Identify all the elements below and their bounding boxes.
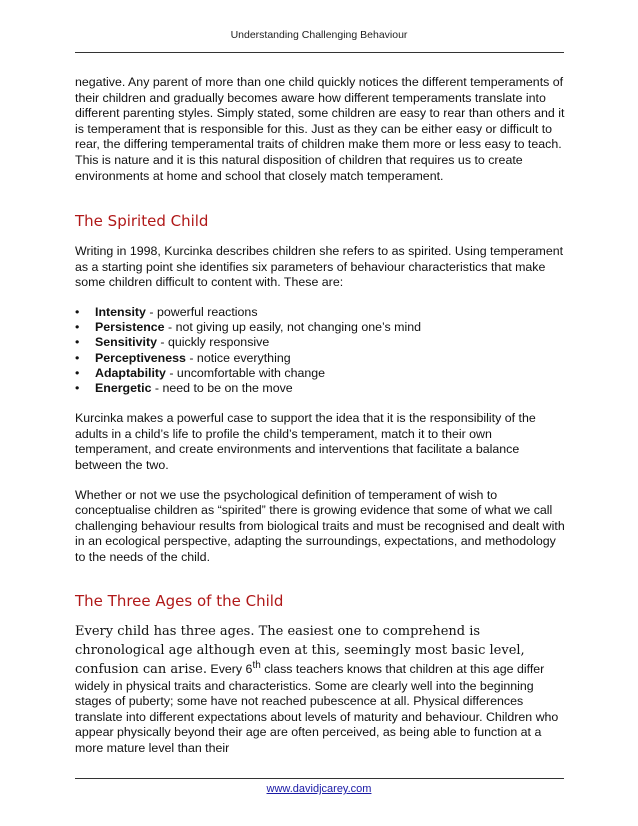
three-ages-lead: Every child has three ages. The easiest one to comprehend is chronological age although even at this, seemingly most basic level, confusion can arise. [75, 623, 525, 677]
trait-term: Sensitivity [95, 335, 157, 350]
list-item [75, 381, 565, 396]
bullet-icon: • [75, 365, 80, 380]
section-heading-spirited-child: The Spirited Child [75, 212, 209, 231]
section-heading-three-ages: The Three Ages of the Child [75, 591, 284, 610]
trait-term: Energetic [95, 380, 152, 395]
three-ages-lead-plain: Every 6 [206, 661, 253, 676]
trait-desc: - notice everything [185, 350, 291, 365]
trait-desc: - not giving up easily, not changing one’s mind [164, 320, 422, 335]
bullet-icon: • [75, 335, 80, 350]
trait-desc: - quickly responsive [156, 335, 270, 350]
footer-rule [75, 778, 564, 779]
trait-desc: - powerful reactions [145, 304, 258, 319]
spirited-paragraph-1: Writing in 1998, Kurcinka describes children she refers to as spirited. Using temperament as a starting point she identifies six parameters of behaviour characteristics that make some children difficult to content with. These are: [75, 244, 564, 290]
list-item [75, 366, 565, 381]
trait-desc: - need to be on the move [151, 380, 293, 395]
bullet-icon: • [75, 304, 80, 319]
page-footer [0, 783, 638, 795]
website-link[interactable]: www.davidjcarey.com [266, 783, 372, 795]
trait-term: Intensity [95, 304, 146, 319]
three-ages-paragraph [75, 622, 565, 757]
traits-list [75, 305, 565, 396]
spirited-paragraph-3: Whether or not we use the psychological definition of temperament of wish to conceptualise children as “spirited” there is growing evidence that some of what we call challenging behaviour results from biological traits and must be recognised and dealt with in an ecological perspective, adapting the surroundings, expectations, and methodology to the needs of the child. [75, 487, 565, 564]
spirited-paragraph-2: Kurcinka makes a powerful case to support the idea that it is the responsibility of the adults in a child’s life to profile the child’s temperament, match it to their own temperament, and create environments and interventions that facilitate a balance between the two. [75, 411, 536, 472]
three-ages-body: class teachers knows that children at this age differ widely in physical traits and characteristics. Some are clearly well into the beginning stages of puberty; some have not reached pubescence at all. Physical differences translate into different expectations about levels of maturity and behaviour. Children who appear physically beyond their age are often perceived, as being able to function at a more mature level than their [75, 661, 559, 755]
trait-desc: - uncomfortable with change [165, 365, 326, 380]
bullet-icon: • [75, 350, 80, 365]
bullet-icon: • [75, 320, 80, 335]
page-content [75, 75, 565, 756]
list-item [75, 351, 565, 366]
bullet-icon: • [75, 380, 80, 395]
ordinal-superscript: th [252, 659, 261, 671]
list-item [75, 320, 565, 335]
trait-term: Persistence [95, 320, 165, 335]
trait-term: Perceptiveness [95, 350, 186, 365]
trait-term: Adaptability [95, 365, 166, 380]
intro-paragraph: negative. Any parent of more than one child quickly notices the different temperaments of their children and gradually becomes aware how different temperaments translate into different parenting styles. Simply stated, some children are easy to rear than others and it is temperament that is responsible for this. Just as they can be either easy or difficult to rear, the differing temperamental traits of children make them more or less easy to teach. This is nature and it is this natural disposition of children that requires us to create environments at home and school that closely match temperament. [75, 75, 565, 183]
running-header: Understanding Challenging Behaviour [230, 29, 408, 41]
header-rule [75, 52, 564, 53]
list-item [75, 335, 565, 350]
list-item [75, 305, 565, 320]
